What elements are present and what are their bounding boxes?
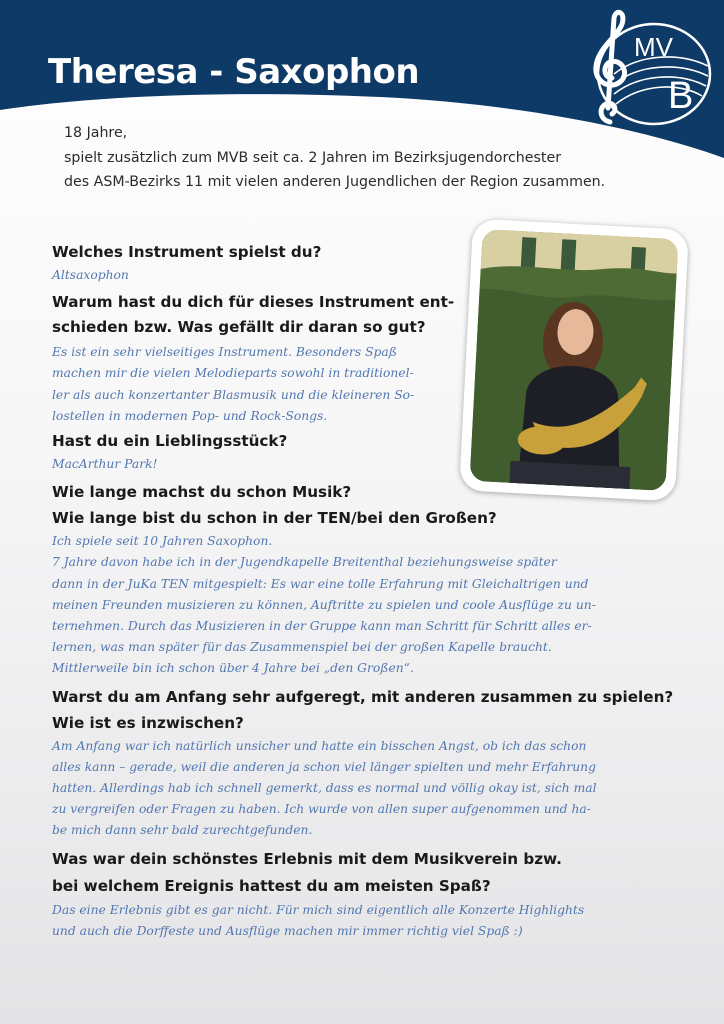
answer-line: Es ist ein sehr vielseitiges Instrument. Besonders Spaß (52, 345, 397, 360)
answer (52, 900, 680, 942)
question (52, 240, 462, 265)
answer-line: lernen, was man später für das Zusammenspiel bei der großen Kapelle braucht. (52, 640, 552, 655)
logo-text-b: B (668, 75, 694, 117)
question-line: Wie lange bist du schon in der TEN/bei den Großen? (52, 509, 497, 528)
answer-line: Das eine Erlebnis gibt es gar nicht. Für mich sind eigentlich alle Konzerte Highlights (52, 902, 585, 917)
answer (52, 454, 680, 475)
answer (52, 342, 680, 427)
treble-clef-icon (596, 12, 625, 122)
question-line: Warst du am Anfang sehr aufgeregt, mit anderen zusammen zu spielen? (52, 687, 674, 706)
answer-line: ternehmen. Durch das Musizieren in der Gruppe kann man Schritt für Schritt alles er- (52, 619, 592, 634)
answer-line: Am Anfang war ich natürlich unsicher und hatte ein bisschen Angst, ob ich das schon (52, 738, 587, 753)
question-line: Was war dein schönstes Erlebnis mit dem Musikverein bzw. (52, 849, 562, 868)
answer-line: Altsaxophon (52, 268, 129, 282)
question-line: bei welchem Ereignis hattest du am meisten Spaß? (52, 876, 491, 895)
interview-section (52, 240, 680, 942)
question (52, 684, 680, 736)
answer-line: ler als auch konzertanter Blasmusik und die kleineren So- (52, 387, 415, 402)
answer-line: Ich spiele seit 10 Jahren Saxophon. (52, 534, 273, 549)
intro-line: 18 Jahre, (64, 125, 128, 141)
answer (52, 736, 680, 842)
logo-text-mv: MV (634, 32, 673, 62)
question-line: Wie ist es inzwischen? (52, 713, 244, 732)
intro-line: spielt zusätzlich zum MVB seit ca. 2 Jahren im Bezirksjugendorchester (64, 149, 562, 166)
answer-line: be mich dann sehr bald zurechtgefunden. (52, 823, 313, 838)
answer-line: meinen Freunden musizieren zu können, Auftritte zu spielen und coole Ausflüge zu un- (52, 597, 596, 612)
answer-line: zu vergreifen oder Fragen zu haben. Ich wurde von allen super aufgenommen und ha- (52, 802, 591, 817)
answer-line: MacArthur Park! (52, 457, 158, 472)
answer-line: machen mir die vielen Melodieparts sowohl in traditionel- (52, 366, 414, 381)
answer-line: und auch die Dorffeste und Ausflüge machen mir immer richtig viel Spaß :) (52, 923, 523, 938)
answer-line: dann in der JuKa TEN mitgespielt: Es war eine tolle Erfahrung mit Gleichaltrigen und (52, 576, 589, 591)
answer-line: Mittlerweile bin ich schon über 4 Jahre bei „den Großen“. (52, 661, 414, 676)
page-title: Theresa - Saxophon (48, 52, 420, 92)
question (52, 479, 680, 531)
answer-line: hatten. Allerdings hab ich schnell gemerkt, dass es normal und völlig okay ist, sich mal (52, 781, 597, 796)
answer (52, 531, 680, 679)
question (52, 429, 680, 454)
intro-text (64, 121, 684, 195)
intro-line: des ASM-Bezirks 11 mit vielen anderen Jugendlichen der Region zusammen. (64, 174, 606, 190)
question-line: Hast du ein Lieblingsstück? (52, 432, 288, 451)
question-line: Wie lange machst du schon Musik? (52, 483, 352, 502)
mvb-logo (584, 4, 714, 130)
question-line: schieden bzw. Was gefällt dir daran so gut? (52, 318, 426, 337)
answer (52, 265, 680, 286)
question-line: Warum hast du dich für dieses Instrument ent- (52, 293, 455, 312)
question (52, 290, 462, 340)
answer-line: alles kann – gerade, weil die anderen ja schon viel länger spielten und mehr Erfahrung (52, 759, 596, 774)
question-line: Welches Instrument spielst du? (52, 243, 322, 261)
question (52, 846, 680, 900)
answer-line: 7 Jahre davon habe ich in der Jugendkapelle Breitenthal beziehungsweise später (52, 555, 557, 570)
answer-line: lostellen in modernen Pop- und Rock-Songs. (52, 408, 328, 423)
